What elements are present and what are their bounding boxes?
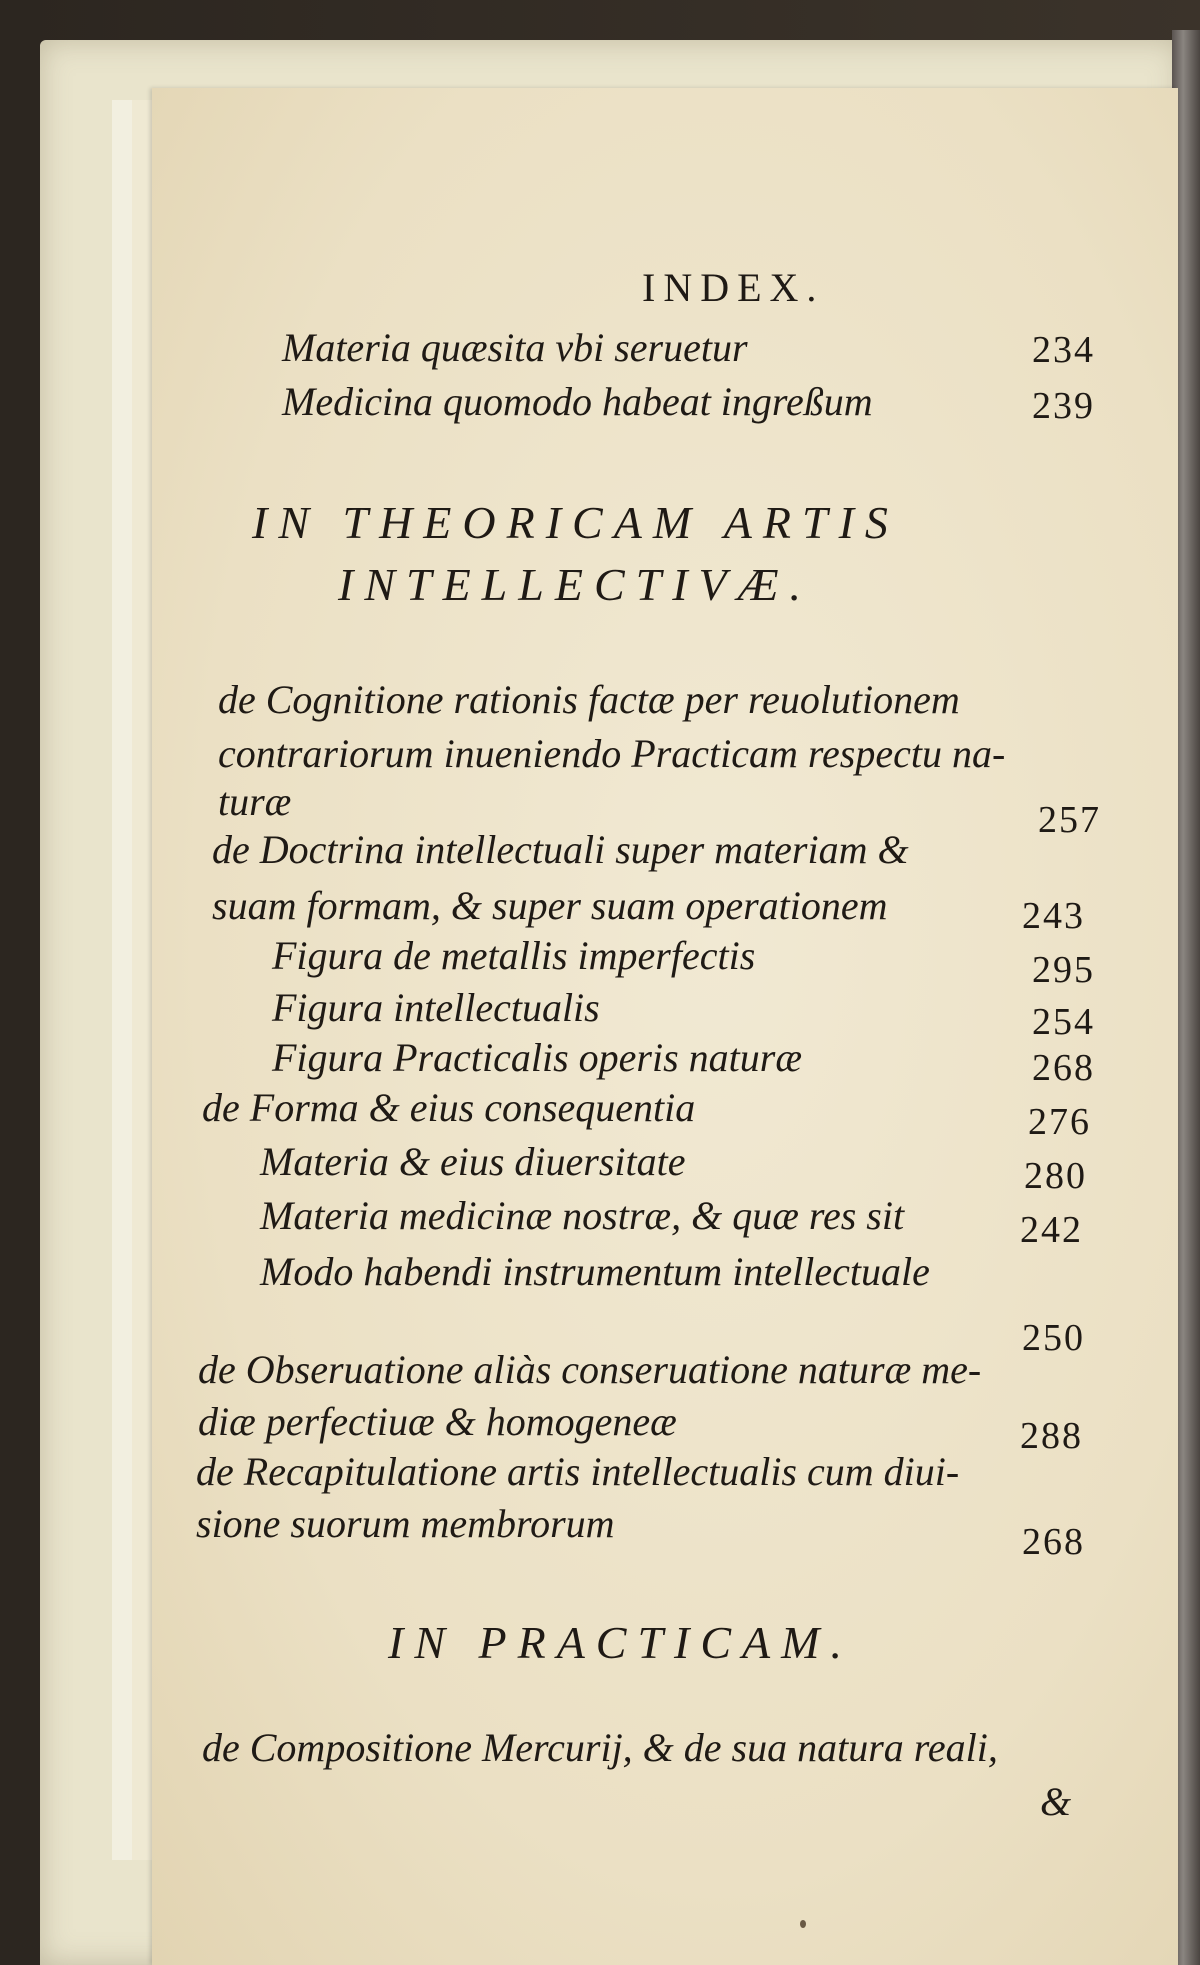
- index-entry: suam formam, & super suam operationem: [212, 883, 888, 928]
- catchword: &: [1040, 1779, 1072, 1824]
- index-entry: Figura intellectualis: [272, 985, 600, 1030]
- index-entry: de Doctrina intellectuali super materiam &: [212, 827, 909, 872]
- page-number: 268: [1032, 1047, 1095, 1089]
- index-entry: Modo habendi instrumentum intellectuale: [260, 1249, 930, 1294]
- index-entry: Materia quæsita vbi seruetur: [282, 325, 748, 370]
- index-text: [152, 88, 1178, 1965]
- book-page: [152, 88, 1178, 1965]
- index-entry: Figura de metallis imperfectis: [272, 933, 756, 978]
- page-number: 243: [1022, 895, 1085, 937]
- index-entry: diæ perfectiuæ & homogeneæ: [198, 1399, 677, 1444]
- index-entry: turæ: [218, 779, 292, 824]
- page-number: 250: [1022, 1317, 1085, 1359]
- index-entry: de Compositione Mercurij, & de sua natura reali,: [202, 1725, 998, 1770]
- index-entry: de Cognitione rationis factæ per reuolutionem: [218, 677, 960, 722]
- page-number: 257: [1038, 799, 1101, 841]
- page-number: 242: [1020, 1209, 1083, 1251]
- page-number: 276: [1028, 1101, 1091, 1143]
- index-entry: Materia & eius diuersitate: [260, 1139, 686, 1184]
- page-number: 295: [1032, 949, 1095, 991]
- index-entry: de Recapitulatione artis intellectualis cum diui-: [196, 1449, 960, 1494]
- section-heading-practica: IN PRACTICAM.: [388, 1617, 853, 1668]
- page-number: 234: [1032, 329, 1095, 371]
- page-number: 254: [1032, 1001, 1095, 1043]
- index-entry: Materia medicinæ nostræ, & quæ res sit: [260, 1193, 905, 1238]
- index-entry: sione suorum membrorum: [196, 1501, 615, 1546]
- index-entry: de Forma & eius consequentia: [202, 1085, 696, 1130]
- section-heading-theorica-2: INTELLECTIVÆ.: [338, 559, 813, 610]
- page-number: 268: [1022, 1521, 1085, 1563]
- page-number: 280: [1024, 1155, 1087, 1197]
- page-number: 288: [1020, 1415, 1083, 1457]
- ink-spot: [800, 1920, 806, 1928]
- page-edge-1: [112, 100, 133, 1860]
- section-heading-theorica: IN THEORICAM ARTIS: [252, 497, 899, 548]
- index-entry: Figura Practicalis operis naturæ: [272, 1035, 802, 1080]
- page-number: 239: [1032, 385, 1095, 427]
- index-entry: de Obseruatione aliàs conseruatione naturæ me-: [198, 1347, 982, 1392]
- index-entry: Medicina quomodo habeat ingreßum: [282, 379, 873, 424]
- page-header: INDEX.: [642, 265, 825, 310]
- index-entry: contrariorum inueniendo Practicam respectu na-: [218, 731, 1006, 776]
